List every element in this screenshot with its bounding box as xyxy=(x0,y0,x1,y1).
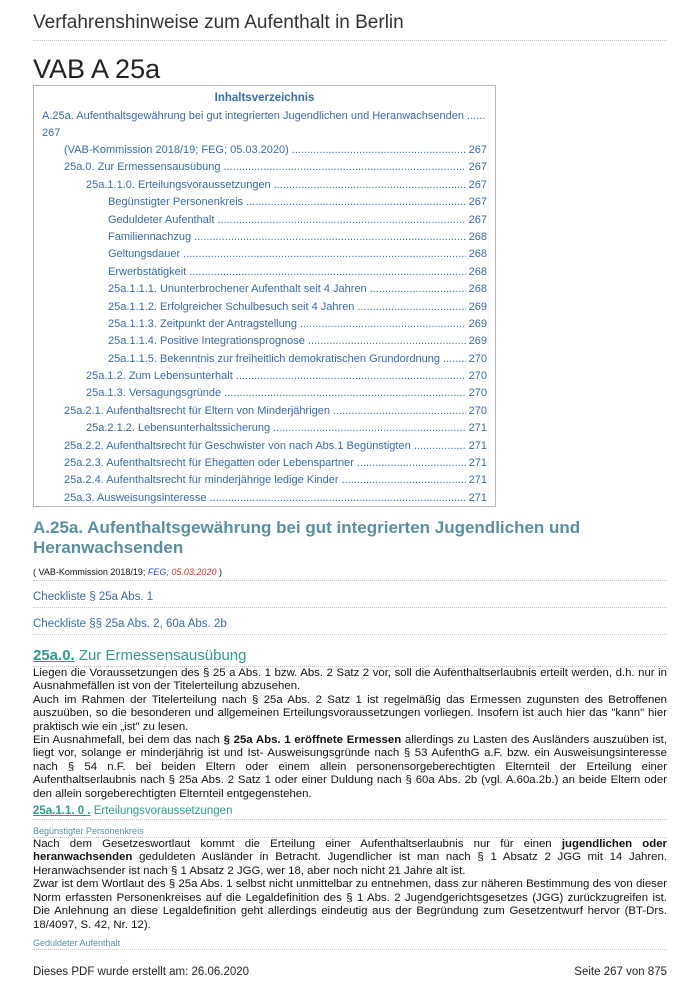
toc-entry[interactable] xyxy=(42,299,487,316)
toc-leader-dots xyxy=(246,194,466,211)
toc-entry[interactable] xyxy=(42,194,487,211)
paragraph: Zwar ist dem Wortlaut des § 25a Abs. 1 selbst nicht unmittelbar zu entnehmen, dass zur näheren Bestimmung des von dieser Norm erfassten Personenkreises auf die Legaldefinition des § 1 Abs. 2 Jugendgerichtsgesetzes (JGG) zurückzugreifen ist. Die Anlehnung an diese Legaldefinition geht allerdings eindeutig aus der Begründung zum Gesetzentwurf hervor (BT-Drs. 18/4097, S. 42, Nr. 12). xyxy=(33,878,667,931)
section-title: A.25a. Aufenthaltsgewährung bei gut integrierten Jugendlichen und Heranwachsenden xyxy=(33,518,581,557)
toc-leader-dots xyxy=(300,316,466,333)
toc-entry[interactable] xyxy=(42,316,487,333)
toc-entry-text: 25a.2.2. Aufenthaltsrecht für Geschwister von nach Abs.1 Begünstigten xyxy=(64,439,411,452)
toc-entry-page: 271 xyxy=(468,439,487,452)
toc-entry-page: 271 xyxy=(468,474,487,487)
toc-leader-dots xyxy=(357,299,465,316)
meta-feg: FEG; xyxy=(147,567,169,577)
toc-leader-dots xyxy=(224,385,465,402)
subsection-number: 25a.0. xyxy=(33,647,75,664)
meta-suffix: ) xyxy=(216,567,222,577)
footer-created: Dieses PDF wurde erstellt am: 26.06.2020 xyxy=(33,966,250,978)
toc-entry-text: 25a.1.1.2. Erfolgreicher Schulbesuch seit 4 Jahren xyxy=(108,300,355,313)
toc-entry-text: 25a.2.1. Aufenthaltsrecht für Eltern von Minderjährigen xyxy=(64,404,330,417)
toc-entry-text: Erwerbstätigkeit xyxy=(108,265,187,278)
toc-entry[interactable] xyxy=(42,159,487,176)
toc-entry-page: 267 xyxy=(468,213,487,226)
toc-entry[interactable] xyxy=(42,333,487,350)
toc-entry-text: 25a.1.3. Versagungsgründe xyxy=(86,387,222,400)
toc-entry-text: 25a.1.2. Zum Lebensunterhalt xyxy=(86,370,233,383)
checklist-link-2[interactable]: Checkliste §§ 25a Abs. 2, 60a Abs. 2b xyxy=(33,608,667,635)
toc-entry-text: 25a.1.1.5. Bekenntnis zur freiheitlich demokratischen Grundordnung xyxy=(108,352,441,365)
toc-entry-text: (VAB-Kommission 2018/19; FEG; 05.03.2020) xyxy=(64,144,289,156)
toc-leader-dots xyxy=(443,351,466,368)
paragraph-text: Nach dem Gesetzeswortlaut kommt die Erteilung einer Aufenthaltserlaubnis nur für einen xyxy=(33,838,562,851)
page-title: VAB A 25a xyxy=(33,54,161,84)
meta-date: 05.03.2020 xyxy=(168,567,217,577)
toc-entry-text: 25a.2.3. Aufenthaltsrecht für Ehegatten oder Lebenspartner xyxy=(64,457,354,470)
toc-entry-text: A.25a. Aufenthaltsgewährung bei gut integrierten Jugendlichen und Heranwachsenden ...... xyxy=(42,110,486,122)
toc-entry-text: 25a.1.1.1. Ununterbrochener Aufenthalt seit 4 Jahren xyxy=(108,283,367,296)
toc-entry-page: 268 xyxy=(468,248,487,261)
toc-entry-page: 267 xyxy=(468,178,487,191)
minor-heading: Geduldeter Aufenthalt xyxy=(33,938,667,950)
subsubsection-text: Erteilungsvoraussetzungen xyxy=(90,805,233,818)
toc-leader-dots xyxy=(183,246,465,263)
paragraph-text: allerdings zu Lasten des Ausländers auszuüben ist, liegt vor, solange er minderjährig ist und Ist- Ausweisungsgründe nach § 53 AufenthG a.F. bzw. ein Ausweisungsinteresse nach § 54 n.F. bei beiden Eltern oder einem allein personensorgeberechtigten Elternteil der Erteilung einer Aufenthaltserlaubnis nach § 25a Abs. 2 Satz 1 oder einer Duldung nach § 60a Abs. 2b (vgl. A.60a.2b.) an beide Eltern oder den allein sorgeberechtigten Elternteil entgegenstehen. xyxy=(33,734,667,800)
subsection-heading xyxy=(33,647,667,667)
toc-entry-text: 25a.1.1.4. Positive Integrationsprognose xyxy=(108,335,305,348)
toc-entry[interactable] xyxy=(42,438,487,455)
toc-entry-page: 269 xyxy=(468,300,487,313)
toc-entry[interactable] xyxy=(42,177,487,194)
toc-entry-page: 269 xyxy=(468,317,487,330)
toc-entry-page: 270 xyxy=(468,352,487,365)
toc-leader-dots xyxy=(342,472,466,489)
toc-leader-dots xyxy=(189,264,465,281)
toc-entry-text: Geltungsdauer xyxy=(108,248,181,261)
toc-entry-page: 270 xyxy=(468,370,487,383)
toc-heading: Inhaltsverzeichnis xyxy=(214,92,315,104)
document-header: Verfahrenshinweise zum Aufenthalt in Berlin xyxy=(33,12,667,41)
paragraph: Auch im Rahmen der Titelerteilung nach § 25a Abs. 2 Satz 1 ist regelmäßig das Ermessen zugunsten des Betroffenen auszuüben, so die besonderen und allgemeinen Erteilungsvoraussetzungen vorliegen. Insofern ist auch hier das "kann" hier praktisch wie ein „ist" zu lesen. xyxy=(33,693,667,733)
paragraph: Liegen die Voraussetzungen des § 25 a Abs. 1 bzw. Abs. 2 Satz 2 vor, soll die Aufenthaltserlaubnis erteilt werden, d.h. nur in Ausnahmefällen ist von der Titelerteilung abzusehen. xyxy=(33,667,667,693)
paragraph-text: Ein Ausnahmefall, bei dem das nach xyxy=(33,734,224,747)
toc-entry[interactable] xyxy=(42,246,487,263)
paragraph-bold: jugendlichen oder heranwachsenden xyxy=(33,838,667,864)
toc-entry-text: Familiennachzug xyxy=(108,230,192,243)
toc-entry-text: 25a.3. Ausweisungsinteresse xyxy=(64,491,207,504)
page-footer xyxy=(33,966,667,978)
toc-entry[interactable] xyxy=(42,385,487,402)
footer-page-number: Seite 267 von 875 xyxy=(574,966,667,978)
toc-entry[interactable] xyxy=(42,142,487,159)
toc-leader-dots xyxy=(273,420,466,437)
toc-entry-page: 269 xyxy=(468,335,487,348)
paragraph xyxy=(33,838,667,878)
toc-entry-page: 268 xyxy=(468,265,487,278)
paragraph-bold: § 25a Abs. 1 eröffnete Ermessen xyxy=(223,734,402,747)
toc-entry-text: Begünstigter Personenkreis xyxy=(108,196,244,209)
toc-leader-dots xyxy=(224,159,466,176)
toc-leader-dots xyxy=(333,403,466,420)
toc-list xyxy=(42,142,487,507)
toc-entry-page: 267 xyxy=(468,196,487,209)
subsubsection-heading xyxy=(33,805,667,820)
toc-entry-text: 25a.1.1.0. Erteilungsvoraussetzungen xyxy=(86,178,271,191)
toc-leader-dots xyxy=(209,490,465,507)
toc-entry-page: 267 xyxy=(468,144,487,156)
toc-entry-page: 270 xyxy=(468,387,487,400)
toc-entry[interactable] xyxy=(42,455,487,472)
toc-entry-page: 270 xyxy=(468,404,487,417)
toc-entry-page: 267 xyxy=(42,127,61,139)
toc-entry-page: 271 xyxy=(468,457,487,470)
meta-prefix: ( VAB-Kommission 2018/19; xyxy=(33,567,148,577)
toc-entry-page: 271 xyxy=(468,491,487,504)
toc-entry-text: 25a.2.4. Aufenthaltsrecht für minderjährige ledige Kinder xyxy=(64,474,339,487)
toc-entry[interactable] xyxy=(42,472,487,489)
toc-entry[interactable] xyxy=(42,351,487,368)
toc-entry-text: Geduldeter Aufenthalt xyxy=(108,213,215,226)
toc-entry[interactable] xyxy=(42,490,487,507)
toc-leader-dots xyxy=(217,212,465,229)
toc-entry-text: 25a.2.1.2. Lebensunterhaltssicherung xyxy=(86,422,271,435)
checklist-link-1[interactable]: Checkliste § 25a Abs. 1 xyxy=(33,581,667,608)
toc-entry-page: 268 xyxy=(468,283,487,296)
toc-entry[interactable] xyxy=(42,281,487,298)
paragraph-text: geduldeten Ausländer in Betracht. Jugendlicher ist man nach § 1 Absatz 2 JGG mit 14 Jahren. Heranwachsender ist nach § 1 Absatz 2 JGG, wer 18, aber noch nicht 21 Jahre alt ist. xyxy=(33,851,667,877)
subsection-text: Zur Ermessensausübung xyxy=(74,647,247,664)
toc-entry-page: 267 xyxy=(468,161,487,174)
section-meta xyxy=(33,567,667,581)
table-of-contents xyxy=(33,85,496,507)
main-content xyxy=(33,518,667,950)
toc-entry[interactable] xyxy=(42,212,487,229)
toc-leader-dots xyxy=(370,281,466,298)
toc-entry-text: 25a.0. Zur Ermessensausübung xyxy=(64,161,221,174)
toc-entry-page: 271 xyxy=(468,422,487,435)
toc-leader-dots xyxy=(357,455,466,472)
toc-entry-page: 268 xyxy=(468,230,487,243)
subsubsection-number: 25a.1.1. 0 . xyxy=(33,805,91,818)
toc-entry[interactable] xyxy=(42,403,487,420)
toc-entry[interactable] xyxy=(42,420,487,437)
paragraph xyxy=(33,734,667,801)
toc-entry[interactable] xyxy=(42,229,487,246)
toc-entry[interactable] xyxy=(42,108,487,142)
toc-leader-dots xyxy=(274,177,466,194)
toc-leader-dots xyxy=(308,333,466,350)
toc-leader-dots xyxy=(236,368,466,385)
toc-entry[interactable] xyxy=(42,264,487,281)
minor-heading: Begünstigter Personenkreis xyxy=(33,826,667,838)
toc-leader-dots xyxy=(292,142,466,159)
toc-leader-dots xyxy=(414,438,466,455)
toc-entry-text: 25a.1.1.3. Zeitpunkt der Antragstellung xyxy=(108,317,297,330)
toc-leader-dots xyxy=(194,229,465,246)
toc-entry[interactable] xyxy=(42,368,487,385)
